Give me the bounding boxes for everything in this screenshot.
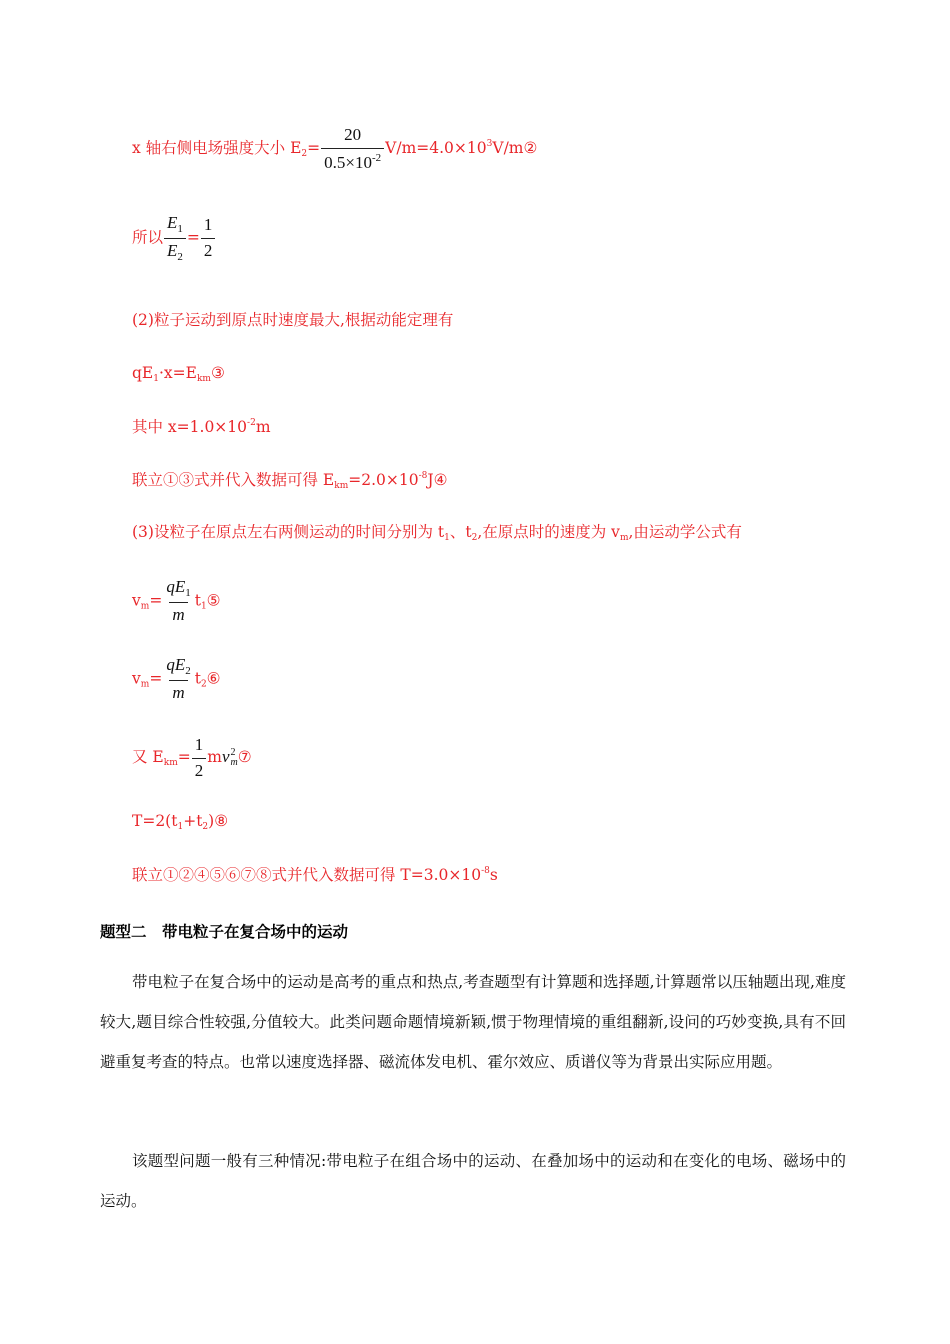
subscript: km — [163, 758, 178, 769]
equation-e2 — [132, 126, 537, 172]
section-heading: 题型二 带电粒子在复合场中的运动 — [100, 922, 349, 941]
text: ,在原点时的速度为 v — [477, 523, 620, 541]
text: v — [132, 591, 141, 610]
text: ⑤ — [206, 591, 221, 610]
denominator-text: 0.5×10 — [324, 152, 372, 172]
exponent: 3 — [486, 139, 493, 150]
text: =2.0×10 — [348, 471, 419, 489]
text: ,由运动学公式有 — [628, 523, 742, 541]
equation-energy — [132, 366, 225, 384]
text-line — [132, 525, 742, 543]
sup-sub-stack — [231, 748, 238, 768]
subscript: 2 — [185, 665, 191, 677]
text-line: (2)粒子运动到原点时速度最大,根据动能定理有 — [132, 311, 454, 329]
text: J④ — [427, 471, 448, 489]
numerator: 1 — [194, 735, 204, 754]
paragraph: 带电粒子在复合场中的运动是高考的重点和热点,考查题型有计算题和选择题,计算题常以压轴题出现,难度较大,题目综合性较强,分值较大。此类问题命题情境新颖,惯于物理情境的重组翻新,设问的巧妙变换,具有不回避重复考查的特点。也常以速度选择器、磁流体发电机、霍尔效应、质谱仪等为背景出实际应用题。 — [100, 973, 846, 1071]
fraction — [164, 214, 186, 263]
denominator — [164, 238, 186, 263]
text: 其中 x=1.0×10 — [132, 418, 248, 436]
text: (3)设粒子在原点左右两侧运动的时间分别为 t — [132, 523, 445, 541]
equation-vm-2 — [132, 656, 221, 703]
denominator: 2 — [201, 238, 216, 261]
text: 联立①②④⑤⑥⑦⑧式并代入数据可得 T=3.0×10 — [132, 866, 482, 884]
var: E — [167, 213, 178, 232]
text: ⑦ — [237, 748, 252, 767]
text: = — [177, 748, 191, 767]
equation-ratio — [132, 214, 216, 263]
text: = — [307, 139, 321, 158]
exponent: -2 — [247, 418, 256, 428]
subscript: m — [619, 533, 629, 543]
subscript: 2 — [471, 533, 478, 543]
subscript: 1 — [153, 374, 159, 384]
subscript: 2 — [202, 822, 209, 832]
text-line — [132, 419, 271, 436]
text: s — [489, 866, 498, 884]
exponent: -8 — [481, 866, 490, 876]
text: t — [194, 591, 201, 610]
subscript: 2 — [200, 679, 207, 690]
equation-ekm — [132, 736, 252, 780]
text: = — [149, 591, 163, 610]
text: m — [207, 748, 222, 767]
exponent: -2 — [372, 151, 382, 164]
var: E — [167, 241, 178, 261]
numerator: 20 — [344, 125, 362, 144]
text: T=2(t — [132, 812, 178, 830]
superscript: 2 — [230, 747, 236, 759]
text: ③ — [210, 364, 225, 382]
text: ·x=E — [158, 364, 197, 382]
subscript: 1 — [177, 223, 183, 235]
text: )⑧ — [208, 812, 229, 830]
text: V/m② — [492, 139, 538, 158]
equation-period — [132, 814, 228, 832]
fraction — [192, 736, 207, 780]
text: x 轴右侧电场强度大小 E — [132, 139, 302, 158]
text: v — [132, 669, 141, 688]
exponent: -8 — [418, 471, 428, 481]
numerator — [163, 656, 193, 680]
text: ⑥ — [206, 669, 221, 688]
fraction — [321, 126, 384, 172]
var: qE — [166, 655, 186, 674]
fraction — [163, 578, 193, 625]
subscript: km — [196, 374, 211, 384]
fraction — [163, 656, 193, 703]
text: = — [186, 228, 200, 247]
subscript: 1 — [185, 587, 191, 599]
subscript: 2 — [177, 251, 183, 264]
text: 、t — [449, 523, 472, 541]
numerator — [164, 214, 186, 238]
denominator — [321, 148, 384, 173]
subscript: 1 — [200, 601, 207, 612]
subscript: m — [230, 757, 238, 769]
subscript: 1 — [177, 822, 184, 832]
numerator: 1 — [203, 215, 213, 235]
text: m — [255, 418, 271, 436]
text-line — [132, 472, 448, 491]
numerator — [163, 578, 193, 602]
subscript: m — [140, 679, 150, 690]
subscript: 1 — [444, 533, 450, 543]
denominator: m — [169, 602, 187, 625]
denominator: m — [169, 680, 187, 703]
subscript: km — [334, 481, 349, 491]
fraction — [201, 216, 216, 260]
text: 所以 — [132, 228, 164, 247]
text: = — [149, 669, 163, 688]
paragraph: 该题型问题一般有三种情况:带电粒子在组合场中的运动、在叠加场中的运动和在变化的电场、磁场中的运动。 — [100, 1152, 846, 1210]
equation-vm-1 — [132, 578, 221, 625]
text: V/m=4.0×10 — [385, 139, 487, 158]
text: +t — [183, 812, 203, 830]
denominator: 2 — [192, 758, 207, 781]
subscript: m — [140, 601, 150, 612]
var: qE — [166, 577, 186, 596]
text: qE — [132, 364, 154, 382]
text: t — [194, 669, 201, 688]
subscript: 2 — [301, 149, 308, 160]
text-line — [132, 867, 498, 884]
var: v — [221, 747, 230, 767]
text: 联立①③式并代入数据可得 E — [132, 471, 335, 489]
text: 又 E — [132, 748, 164, 767]
